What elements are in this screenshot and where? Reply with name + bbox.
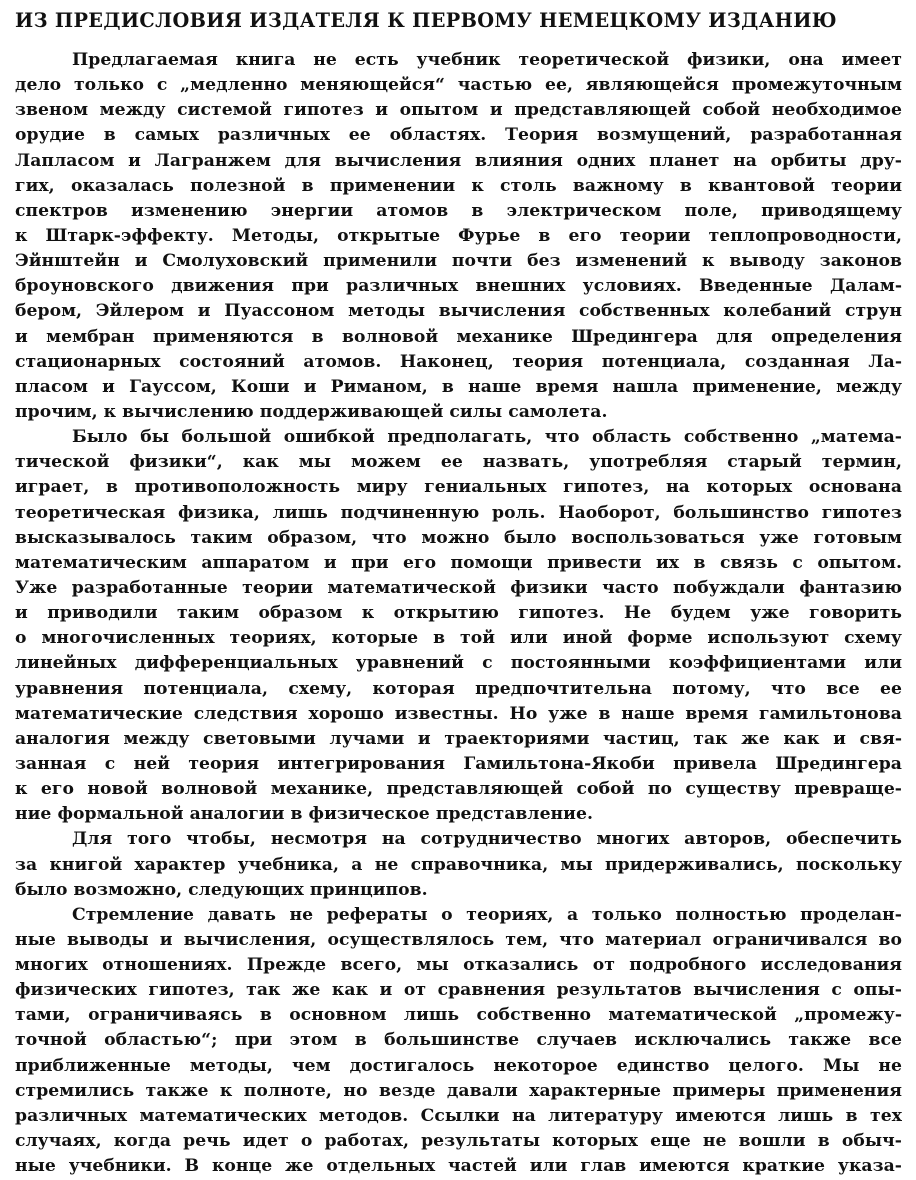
text-line: высказывалось таким образом, что можно было воспользоваться уже готовым	[15, 527, 902, 548]
text-line: теоретическая физика, лишь подчиненную роль. Наоборот, большинство гипотез	[15, 502, 902, 523]
text-line: Уже разработанные теории математической физики часто побуждали фантазию	[15, 577, 902, 598]
text-line: линейных дифференциальных уравнений с постоянными коэффициентами или	[15, 653, 902, 674]
text-line: о многочисленных теориях, которые в той или иной форме используют схему	[15, 628, 902, 649]
text-line: звеном между системой гипотез и опытом и представляющей собой необходимое	[15, 100, 902, 121]
text-line: броуновского движения при различных внешних условиях. Введенные Далам-	[15, 276, 902, 297]
paragraph	[15, 425, 902, 827]
text-line: Эйнштейн и Смолуховский применили почти без изменений к выводу законов	[15, 251, 902, 272]
text-line: приближенные методы, чем достигалось некоторое единство целого. Мы не	[15, 1055, 902, 1076]
text-line: к его новой волновой механике, представляющей собой по существу превраще-	[15, 779, 902, 800]
text-line: тической физики“, как мы можем ее назвать, употребляя старый термин,	[15, 452, 902, 473]
text-line: орудие в самых различных ее областях. Теория возмущений, разработанная	[15, 125, 902, 146]
text-line: к Штарк-эффекту. Методы, открытые Фурье в его теории теплопроводности,	[15, 225, 902, 246]
text-line: Стремление давать не рефераты о теориях, а только полностью проделан-	[72, 904, 902, 925]
text-line: гих, оказалась полезной в применении к столь важному в квантовой теории	[15, 175, 902, 196]
text-line: случаях, когда речь идет о работах, результаты которых еще не вошли в обыч-	[15, 1131, 902, 1152]
text-line: дело только с „медленно меняющейся“ частью ее, являющейся промежуточным	[15, 75, 902, 96]
text-line: ные выводы и вычисления, осуществлялось тем, что материал ограничивался во	[15, 929, 902, 950]
text-line: Предлагаемая книга не есть учебник теоретической физики, она имеет	[72, 50, 902, 70]
text-line: спектров изменению энергии атомов в электрическом поле, приводящему	[15, 200, 902, 221]
text-line: и приводили таким образом к открытию гипотез. Не будем уже говорить	[15, 603, 902, 624]
text-line: играет, в противоположность миру гениальных гипотез, на которых основана	[15, 477, 902, 498]
text-line: тами, ограничиваясь в основном лишь собственно математической „промежу-	[15, 1005, 902, 1026]
text-line: занная с ней теория интегрирования Гамильтона-Якоби привела Шредингера	[15, 753, 902, 774]
section-heading: ИЗ ПРЕДИСЛОВИЯ ИЗДАТЕЛЯ К ПЕРВОМУ НЕМЕЦКОМУ ИЗДАНИЮ	[15, 9, 837, 32]
text-line: точной областью“; при этом в большинстве случаев исключались также все	[15, 1030, 902, 1051]
text-line: Для того чтобы, несмотря на сотрудничество многих авторов, обеспечить	[72, 829, 902, 850]
text-line: многих отношениях. Прежде всего, мы отказались от подробного исследования	[15, 955, 902, 976]
paragraph	[15, 48, 902, 425]
text-line: и мембран применяются в волновой механике Шредингера для определения	[15, 326, 902, 347]
text-line: уравнения потенциала, схему, которая предпочтительна потому, что все ее	[15, 678, 902, 699]
text-line: Лапласом и Лагранжем для вычисления влияния одних планет на орбиты дру-	[15, 150, 902, 171]
text-line: стремились также к полноте, но везде давали характерные примеры применения	[15, 1080, 902, 1101]
text-line: прочим, к вычислению поддерживающей силы самолета.	[15, 401, 608, 422]
text-line: ние формальной аналогии в физическое представление.	[15, 804, 594, 825]
text-line: за книгой характер учебника, а не справочника, мы придерживались, поскольку	[15, 854, 902, 875]
text-line: физических гипотез, так же как и от сравнения результатов вычисления с опы-	[15, 980, 902, 1001]
text-line: Было бы большой ошибкой предполагать, что область собственно „матема-	[72, 427, 902, 448]
text-line: математическим аппаратом и при его помощи привести их в связь с опытом.	[15, 552, 902, 573]
text-line: ные учебники. В конце же отдельных частей или глав имеются краткие указа-	[15, 1156, 902, 1177]
paragraph	[15, 827, 902, 902]
body-text	[15, 48, 902, 1179]
text-line: стационарных состояний атомов. Наконец, теория потенциала, созданная Ла-	[15, 351, 902, 372]
text-line: пласом и Гауссом, Коши и Риманом, в наше время нашла применение, между	[15, 376, 902, 397]
text-line: бером, Эйлером и Пуассоном методы вычисления собственных колебаний струн	[15, 301, 902, 322]
text-line: различных математических методов. Ссылки на литературу имеются лишь в тех	[15, 1105, 902, 1126]
paragraph	[15, 903, 902, 1180]
text-line: математические следствия хорошо известны. Но уже в наше время гамильтонова	[15, 703, 902, 724]
text-line: аналогия между световыми лучами и траекториями частиц, так же как и свя-	[15, 728, 902, 749]
text-line: было возможно, следующих принципов.	[15, 879, 428, 900]
